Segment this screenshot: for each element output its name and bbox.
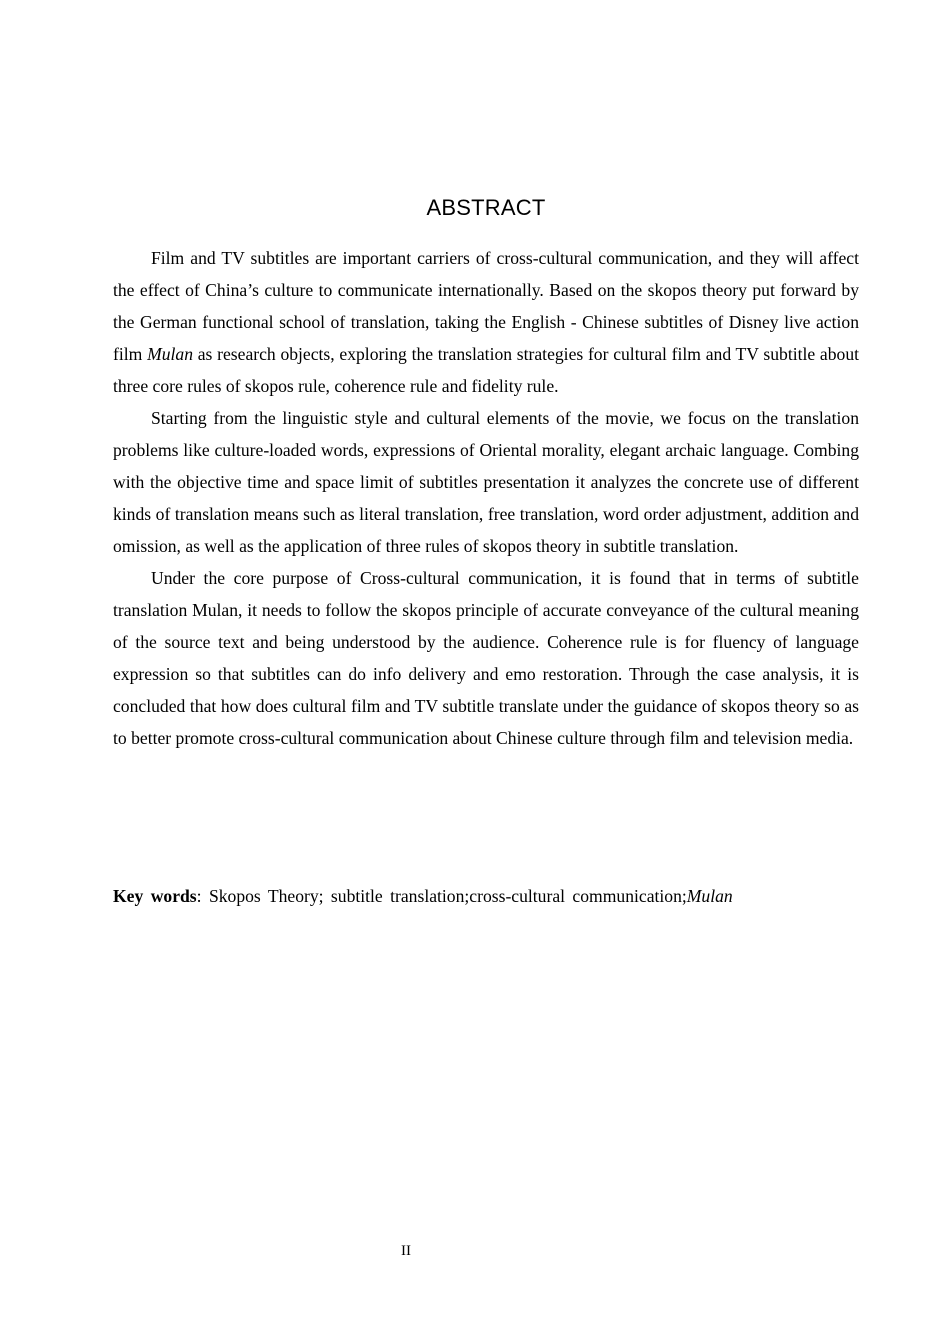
- abstract-paragraph-2: Starting from the linguistic style and cultural elements of the movie, we focus on the translation problems like culture-loaded words, expressions of Oriental morality, elegant archaic language. Combing with the objective time and space limit of subtitles presentation it analyzes the concrete use of different kinds of translation means such as literal translation, free translation, word order adjustment, addition and omission, as well as the application of three rules of skopos theory in subtitle translation.: [113, 408, 859, 556]
- keywords-label: Key words: [113, 886, 197, 906]
- abstract-paragraph-1: [113, 242, 859, 402]
- keywords-film-title: Mulan: [686, 886, 733, 906]
- keywords-line: [113, 880, 859, 912]
- abstract-body: [113, 242, 859, 754]
- film-title-mulan: Mulan: [147, 344, 193, 364]
- keywords-text: Skopos Theory; subtitle translation;cross-cultural communication;: [208, 886, 687, 906]
- abstract-title: ABSTRACT: [426, 194, 546, 220]
- page-number: II: [401, 1243, 411, 1259]
- paragraph-1-text-after: as research objects, exploring the translation strategies for cultural film and TV subtitle about three core rules of skopos rule, coherence rule and fidelity rule.: [113, 344, 860, 396]
- keywords-separator: :: [196, 886, 209, 906]
- paragraph-1-text-before: Film and TV subtitles are important carriers of cross-cultural communication, and they will affect the effect of China’s culture to communicate internationally. Based on the skopos theory put forward by the German functional school of translation, taking the English - Chinese subtitles of Disney live action film: [113, 248, 859, 364]
- abstract-paragraph-3: Under the core purpose of Cross-cultural communication, it is found that in terms of subtitle translation Mulan, it needs to follow the skopos principle of accurate conveyance of the cultural meaning of the source text and being understood by the audience. Coherence rule is for fluency of language expression so that subtitles can do info delivery and emo restoration. Through the case analysis, it is concluded that how does cultural film and TV subtitle translate under the guidance of skopos theory so as to better promote cross-cultural communication about Chinese culture through film and television media.: [113, 568, 859, 748]
